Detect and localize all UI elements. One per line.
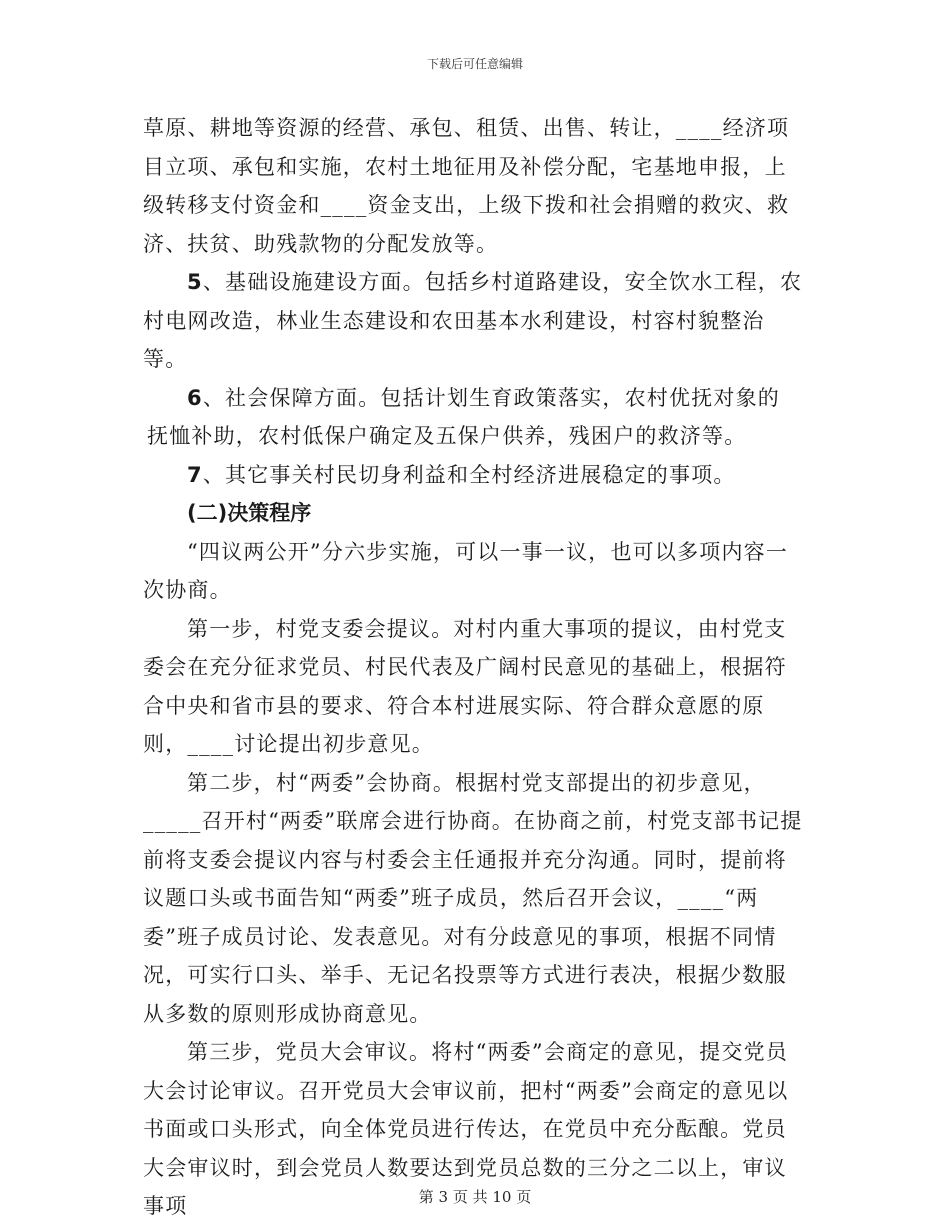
paragraph-step-three: 第三步，党员大会审议。将村“两委”会商定的意见，提交党员大会讨论审议。召开党员大会审议前，把村“两委”会商定的意见以书面或口头形式，向全体党员进行传达，在党员中充分酝酿。党员大会审议时，到会党员人数要达到党员总数的三分之二以上，审议事项 (143, 1040, 789, 1218)
item-text: 、社会保障方面。包括计划生育政策落实，农村优抚对象的 (202, 385, 781, 410)
list-item-6-continuation: 抚恤补助，农村低保户确定及五保户供养，残困户的救济等。 (147, 424, 747, 448)
page-footer: 第 3 页 共 10 页 (418, 1188, 532, 1206)
item-number: 7 (187, 462, 203, 487)
paragraph-four-discussions: “四议两公开”分六步实施，可以一事一议，也可以多项内容一次协商。 (143, 539, 789, 602)
list-item-7 (143, 456, 805, 495)
item-number: 5 (187, 270, 203, 294)
document-body (143, 109, 805, 1226)
paragraph-step-two: 第二步，村“两委”会协商。根据村党支部提出的初步意见，_____召开村“两委”联席会进行协商。在协商之前，村党支部书记提前将支委会提议内容与村委会主任通报并充分沟通。同时，提前将议题口头或书面告知“两委”班子成员，然后召开会议，____“两委”班子成员讨论、发表意见。对有分歧意见的事项，根据不同情况，可实行口头、举手、无记名投票等方式进行表决，根据少数服从多数的原则形成协商意见。 (143, 770, 803, 1026)
item-number: 6 (187, 385, 203, 410)
paragraph-step-one: 第一步，村党支委会提议。对村内重大事项的提议，由村党支委会在充分征求党员、村民代表及广阔村民意见的基础上，根据符合中央和省市县的要求、符合本村进展实际、符合群众意愿的原则，____讨论提出初步意见。 (143, 616, 787, 756)
list-item-6 (143, 379, 805, 418)
item-text: 、其它事关村民切身利益和全村经济进展稳定的事项。 (202, 462, 736, 487)
item-text: 、基础设施建设方面。包括乡村道路建设，安全饮水工程，农村电网改造，林业生态建设和农田基本水利建设，村容村貌整治等。 (143, 270, 803, 371)
paragraph-resources: 草原、耕地等资源的经营、承包、租赁、出售、转让，____经济项目立项、承包和实施，农村土地征用及补偿分配，宅基地申报，上级转移支付资金和____资金支出，上级下拨和社会捐赠的救灾、救济、扶贫、助残款物的分配发放等。 (143, 116, 790, 256)
list-item-5 (143, 263, 805, 379)
section-heading: (二)决策程序 (187, 501, 312, 525)
page-header: 下载后可任意编辑 (426, 57, 523, 71)
